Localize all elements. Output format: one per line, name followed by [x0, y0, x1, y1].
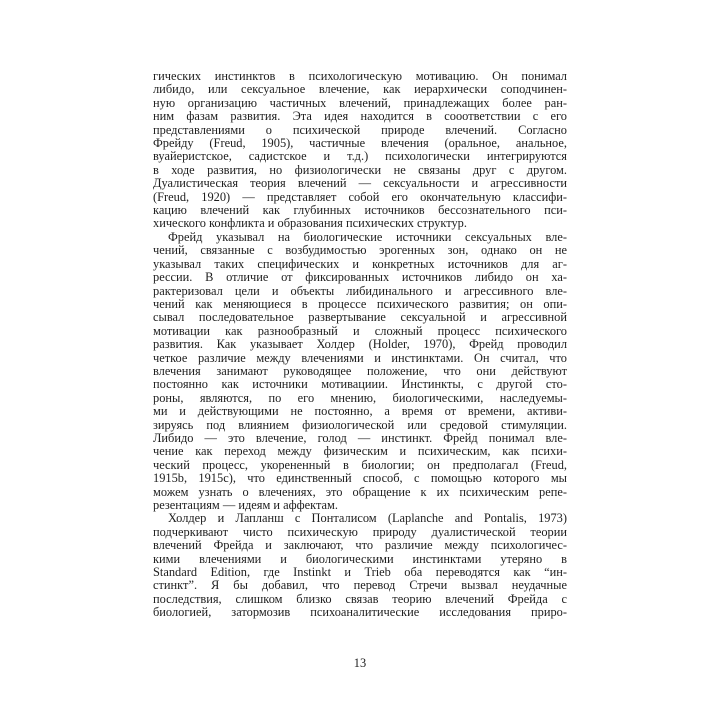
text-line: рактеризовал цели и объекты либидинального и агрессивного вле-	[153, 283, 567, 298]
text-line: постоянно как источники мотивациии. Инстинкты, с другой сто-	[153, 377, 567, 392]
text-line: четкое различие между влечениями и инстинктами. Он считал, что	[153, 350, 567, 365]
text-line: биологией, затормозив психоаналитические исследования приро-	[153, 605, 567, 620]
text-line: влечений Фрейда и заключают, что различие между психологичес-	[153, 538, 567, 553]
text-line: роны, являются, по его мнению, биологическими, наследуемы-	[153, 390, 567, 405]
text-line: чение как переход между физическим и психическим, как психи-	[153, 444, 567, 459]
text-line: последствия, слишком близко связав теорию влечений Фрейда с	[153, 591, 567, 606]
text-line: развития. Как указывает Холдер (Holder, 1970), Фрейд проводил	[153, 337, 567, 352]
text-line: рессии. В отличие от фиксированных источников либидо он ха-	[153, 270, 567, 285]
text-line: указывал таких специфических и конкретных источников для аг-	[153, 256, 567, 271]
text-line: стинкт”. Я бы добавил, что перевод Стречи вызвал неудачные	[153, 578, 567, 593]
text-line: либидо, или сексуальное влечение, как иерархически соподчинен-	[153, 82, 567, 97]
text-line: (Freud, 1920) — представляет собой его окончательную классифи-	[153, 189, 567, 204]
text-line: кацию влечений как глубинных источников бессознательного пси-	[153, 203, 567, 218]
text-line: в ходе развития, но физиологически не связаны друг с другом.	[153, 162, 567, 177]
text-line: Standard Edition, где Instinkt и Trieb оба переводятся как “ин-	[153, 565, 567, 580]
page-body	[153, 70, 567, 620]
text-line: хического конфликта и образования психических структур.	[153, 216, 467, 231]
page-number: 13	[353, 656, 367, 670]
text-line: Дуалистическая теория влечений — сексуальности и агрессивности	[153, 176, 567, 191]
text-line: Холдер и Лапланш с Понталисом (Laplanche and Pontalis, 1973)	[168, 511, 567, 526]
text-line: гических инстинктов в психологическую мотивацию. Он понимал	[153, 69, 567, 83]
text-line: вуайеристское, садистское и т.д.) психологически интегрируются	[153, 149, 567, 164]
text-line: сывал последовательное развертывание сексуальной и агрессивной	[153, 310, 567, 325]
text-line: мотивации как разнообразный и сложный процесс психического	[153, 323, 567, 338]
text-line: можем узнать о влечениях, это обращение к их психическим репе-	[153, 484, 567, 499]
text-line: чений как меняющиеся в процессе психического развития; он опи-	[153, 296, 567, 311]
paragraph-2	[153, 231, 567, 513]
text-line: подчеркивают чисто психическую природу дуалистической теории	[153, 524, 567, 539]
text-line: Фрейду (Freud, 1905), частичные влечения (оральное, анальное,	[153, 136, 567, 151]
text-line: ную организацию частичных влечений, принадлежащих более ран-	[153, 95, 567, 110]
text-line: резентациям — идеям и аффектам.	[153, 498, 338, 512]
text-line: представлениями о психической природе влечений. Согласно	[153, 122, 567, 137]
text-line: ми и действующими не постоянно, а время от времени, активи-	[153, 404, 567, 419]
text-line: влечения занимают руководящее положение, что они действуют	[153, 363, 567, 378]
text-line: Либидо — это влечение, голод — инстинкт. Фрейд понимал вле-	[153, 430, 567, 445]
text-line: 1915b, 1915c), что единственный способ, с помощью которого мы	[153, 471, 567, 486]
text-line: зируясь под влиянием физиологической или средовой стимуляции.	[153, 417, 567, 432]
text-line: ним фазам развития. Эта идея находится в сооответствии с его	[153, 109, 567, 124]
text-line: Фрейд указывал на биологические источники сексуальных вле-	[168, 229, 567, 244]
text-line: чений, связанные с возбудимостью эрогенных зон, однако он не	[153, 243, 567, 258]
text-line: кими влечениями и биологическими инстинктами утеряно в	[153, 551, 567, 566]
paragraph-3	[153, 512, 567, 619]
text-line: ческий процесс, укорененный в биологии; он предполагал (Freud,	[153, 457, 567, 472]
paragraph-1	[153, 70, 567, 231]
